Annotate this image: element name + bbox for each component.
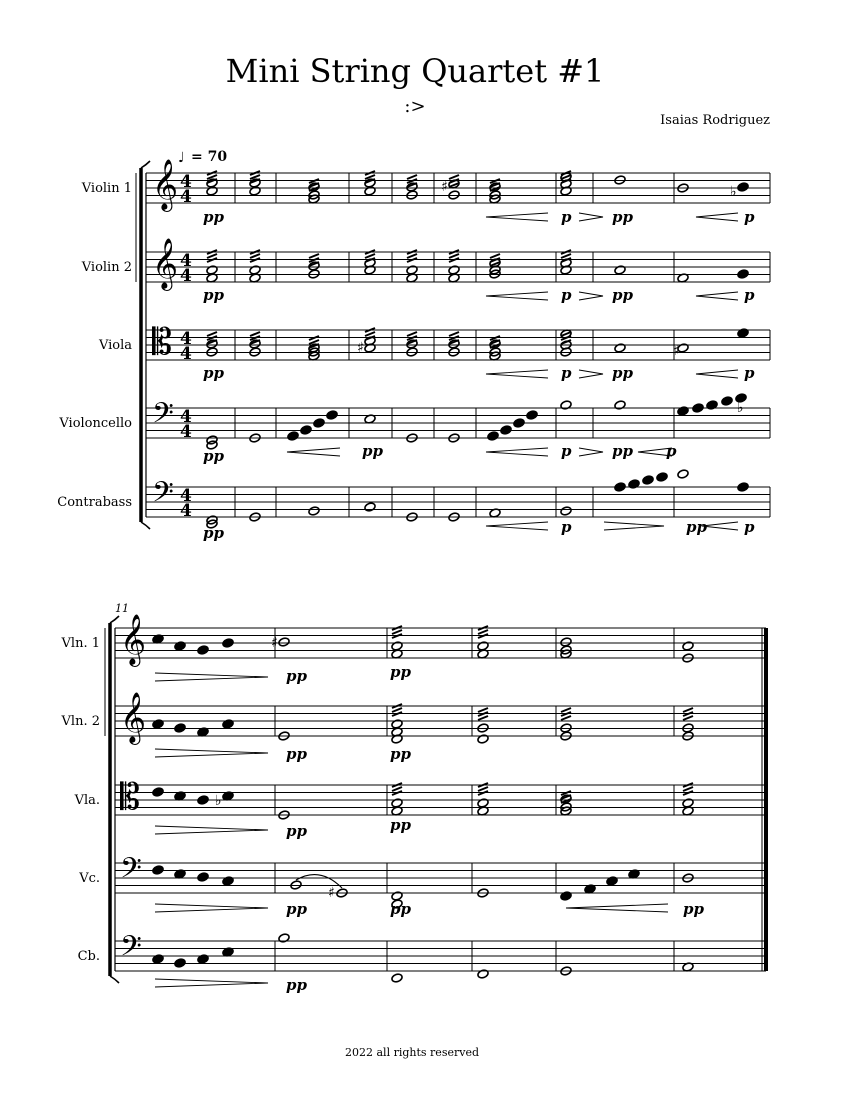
note-head [477, 734, 489, 744]
decrescendo-hairpin [155, 749, 268, 757]
decrescendo-hairpin [155, 904, 268, 912]
decrescendo-hairpin [604, 522, 664, 530]
instrument-label: Contrabass [57, 495, 132, 510]
instrument-label: Vc. [79, 871, 100, 886]
dynamic-mark: pp [286, 667, 307, 685]
note-head [152, 954, 164, 964]
tremolo-stroke [207, 175, 217, 179]
tremolo-stroke [392, 787, 402, 791]
note-head [737, 182, 749, 192]
crescendo-hairpin [486, 292, 548, 300]
tremolo-stroke [478, 716, 488, 720]
dynamic-mark: pp [362, 442, 383, 460]
note-head [677, 406, 689, 416]
crescendo-hairpin [287, 448, 340, 456]
note-head [197, 645, 209, 655]
instrument-label: Vln. 2 [61, 714, 100, 729]
decrescendo-hairpin [155, 979, 268, 987]
dynamic-mark: pp [286, 745, 307, 763]
dynamic-mark: pp [390, 816, 411, 834]
time-signature-top: 4 [180, 329, 192, 349]
copyright-footer: 2022 all rights reserved [345, 1046, 479, 1059]
sharp-accidental: ♯ [673, 343, 680, 359]
decrescendo-hairpin [579, 448, 603, 456]
note-head [206, 265, 218, 275]
tremolo-stroke [449, 254, 459, 258]
note-head [737, 269, 749, 279]
time-signature-top: 4 [180, 486, 192, 506]
tremolo-stroke [392, 630, 402, 634]
note-head [560, 400, 572, 410]
time-signature-bottom: 4 [180, 422, 192, 442]
dynamic-mark: pp [203, 524, 224, 542]
note-head [692, 403, 704, 413]
instrument-label: Cb. [77, 949, 100, 964]
tremolo-stroke [490, 254, 500, 258]
dynamic-mark: pp [612, 364, 633, 382]
note-head [300, 425, 312, 435]
crescendo-hairpin [696, 370, 738, 378]
note-head [152, 865, 164, 875]
flat-accidental: ♭ [737, 400, 744, 416]
time-signature-top: 4 [180, 172, 192, 192]
dynamic-mark: p [744, 364, 755, 382]
instrument-label: Vln. 1 [61, 636, 100, 651]
note-head [197, 954, 209, 964]
time-signature-bottom: 4 [180, 501, 192, 521]
note-head [448, 265, 460, 275]
bracket-hook-bottom [110, 976, 119, 983]
tremolo-stroke [392, 708, 402, 712]
note-head [614, 400, 626, 410]
bass-clef: 𝄢 [152, 476, 174, 516]
crescendo-hairpin [696, 213, 738, 221]
dynamic-mark: p [744, 518, 755, 536]
time-signature-bottom: 4 [180, 344, 192, 364]
note-head [682, 641, 694, 651]
note-head [152, 719, 164, 729]
tremolo-stroke [478, 708, 488, 712]
bracket-hook-bottom [141, 522, 150, 529]
crescendo-hairpin [486, 370, 548, 378]
dynamic-mark: pp [203, 447, 224, 465]
note-head [222, 638, 234, 648]
flat-accidental: ♭ [730, 184, 737, 200]
note-head [197, 872, 209, 882]
note-head [477, 969, 489, 979]
decrescendo-hairpin [155, 673, 268, 681]
note-head [642, 475, 654, 485]
dynamic-mark: pp [686, 518, 707, 536]
treble-clef: 𝄞 [120, 614, 147, 665]
tremolo-stroke [309, 254, 319, 258]
note-head [406, 265, 418, 275]
instrument-label: Viola [98, 338, 132, 353]
sharp-accidental: ♯ [328, 885, 335, 901]
note-head [737, 328, 749, 338]
note-head [614, 343, 626, 353]
bass-clef: 𝄢 [120, 930, 142, 970]
dynamic-mark: pp [390, 663, 411, 681]
dynamic-mark: p [561, 208, 572, 226]
crescendo-hairpin [486, 448, 548, 456]
note-head [477, 798, 489, 808]
note-head [249, 265, 261, 275]
tremolo-stroke [561, 254, 571, 258]
note-head [391, 973, 403, 983]
treble-clef: 𝄞 [152, 159, 179, 210]
note-head [222, 719, 234, 729]
instrument-label: Violin 1 [81, 181, 132, 196]
dynamic-mark: pp [612, 286, 633, 304]
dynamic-mark: pp [286, 822, 307, 840]
note-head [677, 469, 689, 479]
dynamic-mark: pp [203, 208, 224, 226]
dynamic-mark: p [561, 364, 572, 382]
time-signature-bottom: 4 [180, 266, 192, 286]
tremolo-stroke [449, 175, 459, 179]
time-signature-top: 4 [180, 251, 192, 271]
dynamic-mark: pp [286, 976, 307, 994]
dynamic-mark: pp [390, 900, 411, 918]
note-head [313, 418, 325, 428]
bracket-hook-top [141, 161, 150, 168]
tremolo-stroke [407, 332, 417, 336]
note-head [487, 431, 499, 441]
note-head [614, 482, 626, 492]
tempo-mark: = 70 [191, 149, 228, 165]
dynamic-mark: p [561, 286, 572, 304]
dynamic-mark: p [561, 442, 572, 460]
note-head [721, 396, 733, 406]
note-head [308, 506, 320, 516]
note-head [500, 425, 512, 435]
dynamic-mark: p [744, 286, 755, 304]
note-head [614, 265, 626, 275]
tremolo-stroke [207, 254, 217, 258]
tremolo-stroke [683, 787, 693, 791]
note-head [174, 958, 186, 968]
crescendo-hairpin [696, 292, 738, 300]
tremolo-stroke [561, 716, 571, 720]
note-head [197, 795, 209, 805]
decrescendo-hairpin [579, 213, 603, 221]
time-signature-bottom: 4 [180, 187, 192, 207]
flat-accidental: ♭ [215, 793, 222, 809]
note-head [287, 431, 299, 441]
dynamic-mark: pp [612, 442, 633, 460]
crescendo-hairpin [486, 522, 548, 530]
dynamic-mark: pp [286, 900, 307, 918]
note-head [628, 479, 640, 489]
dynamic-mark: pp [390, 745, 411, 763]
note-head [526, 410, 538, 420]
sharp-accidental: ♯ [357, 340, 364, 356]
note-head [737, 482, 749, 492]
tempo-note-icon: ♩ [178, 150, 185, 166]
tremolo-stroke [365, 332, 375, 336]
tremolo-stroke [683, 716, 693, 720]
dynamic-mark: pp [683, 900, 704, 918]
decrescendo-hairpin [579, 292, 603, 300]
note-head [152, 787, 164, 797]
instrument-label: Violoncello [59, 416, 132, 431]
instrument-label: Vla. [74, 793, 100, 808]
decrescendo-hairpin [155, 826, 268, 834]
dynamic-mark: pp [612, 208, 633, 226]
treble-clef: 𝄞 [152, 238, 179, 289]
tremolo-stroke [683, 708, 693, 712]
note-head [560, 506, 572, 516]
tremolo-stroke [250, 175, 260, 179]
bass-clef: 𝄢 [152, 397, 174, 437]
note-head [513, 418, 525, 428]
note-head [706, 400, 718, 410]
note-head [391, 719, 403, 729]
alto-clef: 𝄡 [120, 777, 141, 818]
note-head [174, 723, 186, 733]
composer-name: Isaias Rodriguez [660, 113, 770, 128]
note-head [174, 641, 186, 651]
sharp-accidental: ♯ [441, 179, 448, 195]
dynamic-mark: pp [203, 364, 224, 382]
tremolo-stroke [561, 708, 571, 712]
tremolo-stroke [309, 340, 319, 344]
measure-number: 11 [115, 602, 129, 615]
note-head [606, 876, 618, 886]
crescendo-hairpin [702, 522, 738, 530]
crescendo-hairpin [486, 213, 548, 221]
dynamic-mark: p [744, 208, 755, 226]
tremolo-stroke [365, 175, 375, 179]
note-head [656, 472, 668, 482]
note-head [477, 641, 489, 651]
note-head [391, 798, 403, 808]
score-title: Mini String Quartet #1 [225, 52, 605, 90]
note-head [364, 502, 376, 512]
tremolo-stroke [478, 630, 488, 634]
instrument-label: Violin 2 [81, 260, 132, 275]
note-head [278, 637, 290, 647]
bracket-hook-top [110, 616, 119, 623]
tremolo-stroke [407, 254, 417, 258]
note-head [326, 410, 338, 420]
dynamic-mark: p [561, 518, 572, 536]
score-subtitle: :> [404, 96, 426, 117]
sharp-accidental: ♯ [271, 635, 278, 651]
tremolo-stroke [250, 254, 260, 258]
tremolo-stroke [365, 254, 375, 258]
time-signature-top: 4 [180, 407, 192, 427]
dynamic-mark: p [666, 442, 677, 460]
note-head [560, 891, 572, 901]
tremolo-stroke [449, 332, 459, 336]
tremolo-stroke [407, 175, 417, 179]
note-head [278, 933, 290, 943]
treble-clef: 𝄞 [120, 692, 147, 743]
tremolo-stroke [478, 787, 488, 791]
note-head [682, 798, 694, 808]
note-head [391, 641, 403, 651]
note-head [222, 876, 234, 886]
decrescendo-hairpin [579, 370, 603, 378]
tremolo-stroke [250, 332, 260, 336]
alto-clef: 𝄡 [152, 322, 173, 363]
dynamic-mark: pp [203, 286, 224, 304]
tremolo-stroke [207, 332, 217, 336]
bass-clef: 𝄢 [120, 852, 142, 892]
crescendo-hairpin [566, 904, 668, 912]
